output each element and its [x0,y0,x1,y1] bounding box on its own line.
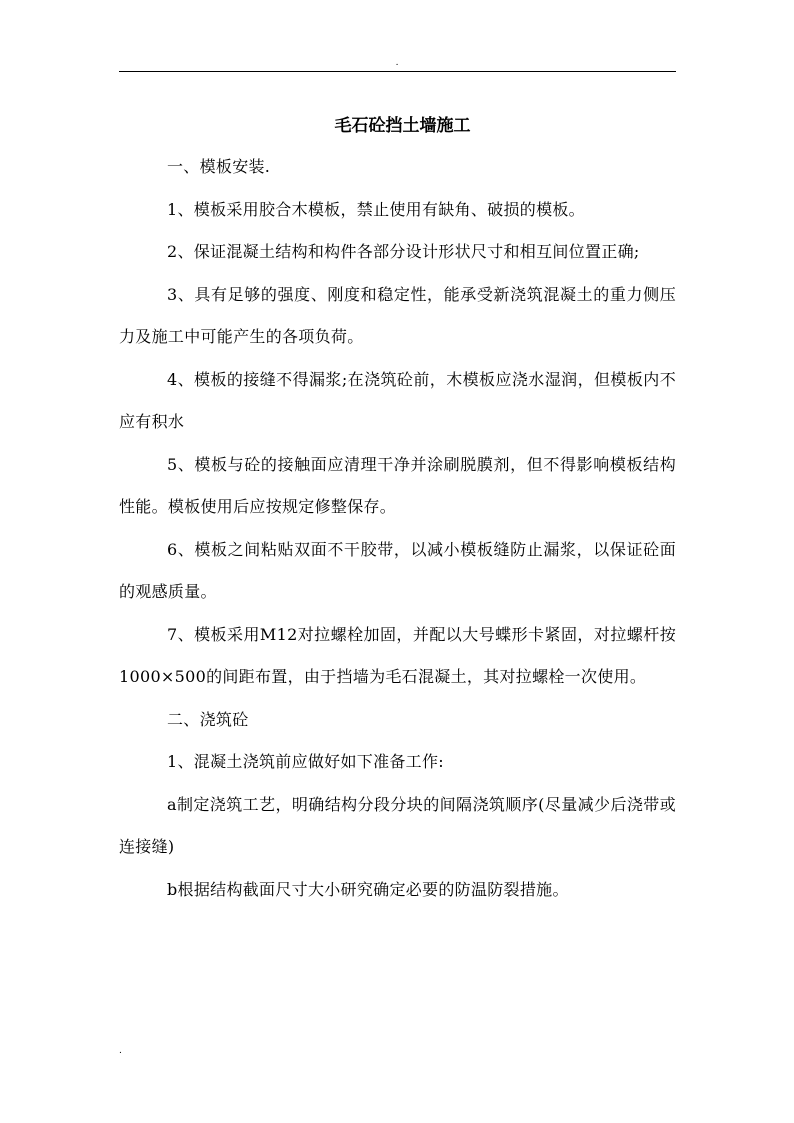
section-heading-formwork: 一、模板安装. [167,157,271,176]
paragraph-5: 5、模板与砼的接触面应清理干净并涂刷脱膜剂，但不得影响模板结构性能。模板使用后应按规定修整保存。 [119,454,676,516]
paragraph-pour-1: 1、混凝土浇筑前应做好如下准备工作: [167,752,444,771]
paragraph-3: 3、具有足够的强度、刚度和稳定性，能承受新浇筑混凝土的重力侧压力及施工中可能产生的各项负荷。 [119,284,676,346]
paragraph-6: 6、模板之间粘贴双面不干胶带，以减小模板缝防止漏浆，以保证砼面的观感质量。 [119,539,676,601]
paragraph-2: 2、保证混凝土结构和构件各部分设计形状尺寸和相互间位置正确; [167,242,640,261]
paragraph-4: 4、模板的接缝不得漏浆;在浇筑砼前，木模板应浇水湿润，但模板内不应有积水 [119,369,676,431]
header-mark: . [395,58,399,68]
paragraph-pour-a: a制定浇筑工艺，明确结构分段分块的间隔浇筑顺序(尽量减少后浇带或连接缝) [119,794,676,856]
document-title: 毛石砼挡土墙施工 [334,116,471,136]
paragraph-pour-b: b根据结构截面尺寸大小研究确定必要的防温防裂措施。 [167,879,569,899]
header-divider [119,71,676,72]
footer-mark: . [119,1046,122,1056]
document-body [119,106,676,911]
section-heading-pouring: 二、浇筑砼 [167,709,249,729]
paragraph-7: 7、模板采用M12对拉螺栓加固，并配以大号蝶形卡紧固，对拉螺杆按1000×500的间距布置，由于挡墙为毛石混凝土，其对拉螺栓一次使用。 [119,624,676,686]
paragraph-1: 1、模板采用胶合木模板，禁止使用有缺角、破损的模板。 [167,199,585,219]
